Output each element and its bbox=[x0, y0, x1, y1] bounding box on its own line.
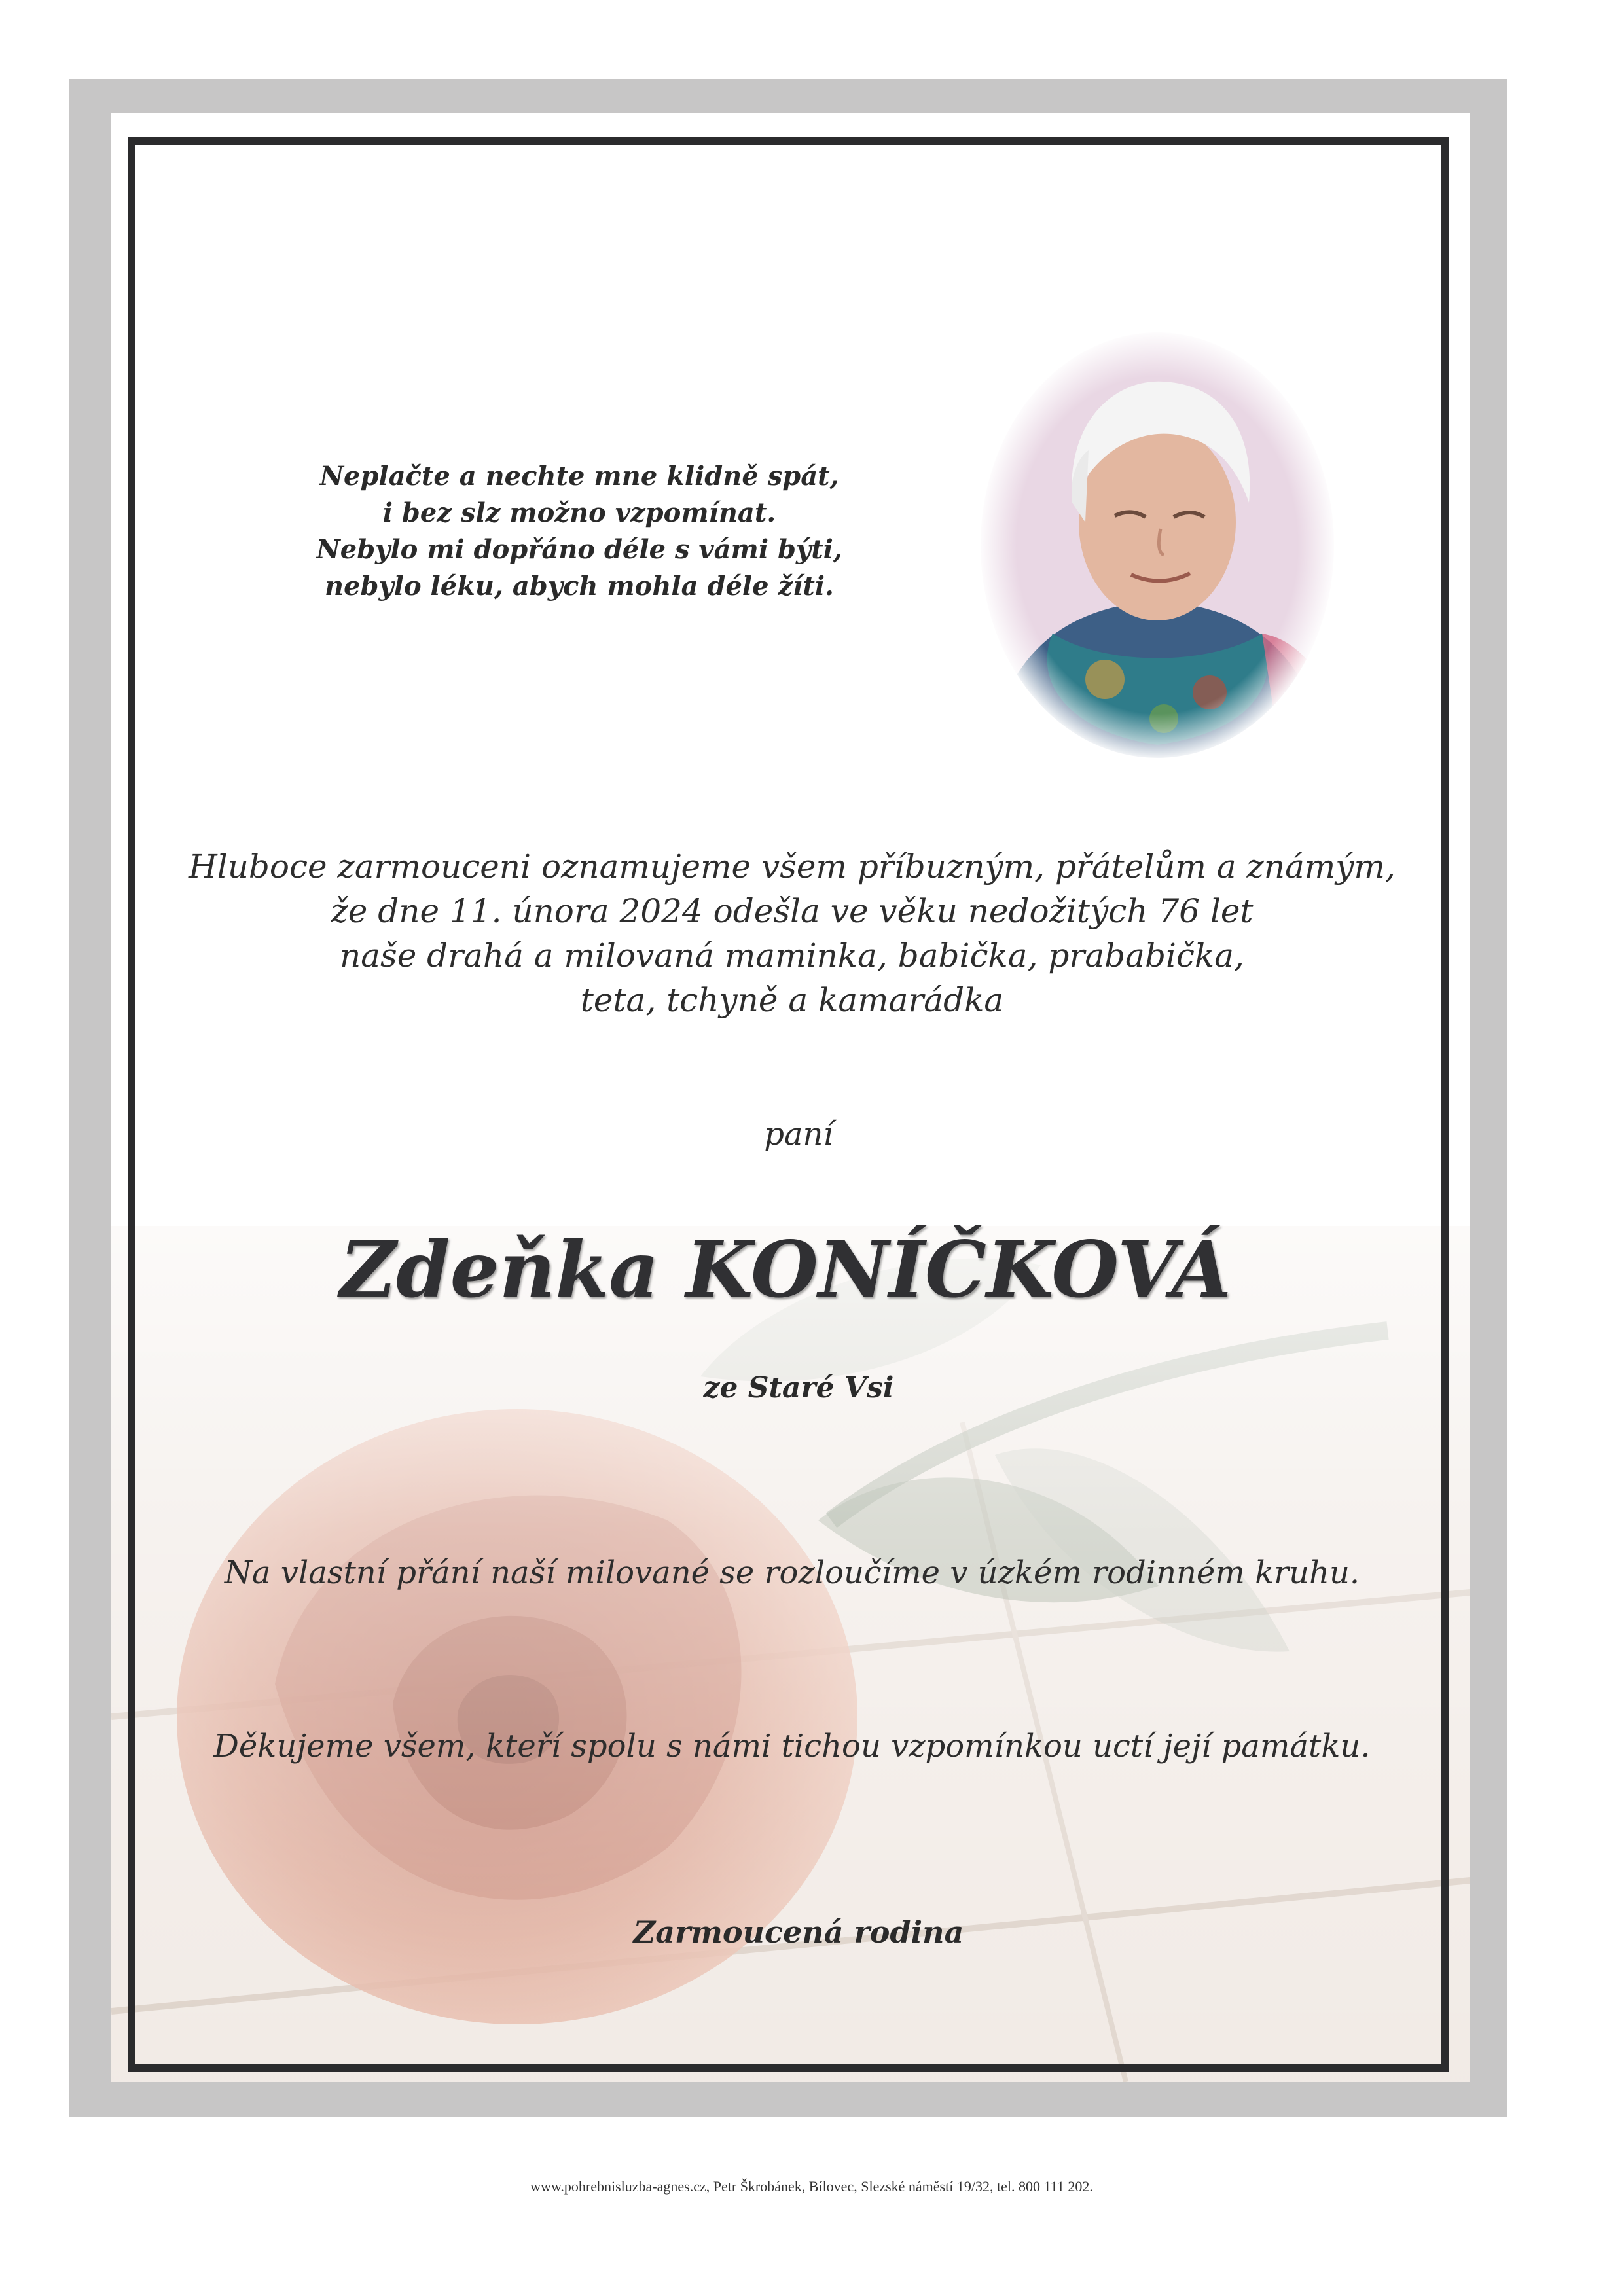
announcement-line: že dne 11. února 2024 odešla ve věku nedožitých 76 let bbox=[331, 892, 1254, 930]
deceased-portrait-photo bbox=[974, 326, 1341, 764]
family-signature: Zarmoucená rodina bbox=[633, 1914, 964, 1950]
deceased-name: Zdeňka KONÍČKOVÁ bbox=[339, 1224, 1231, 1315]
verse-line: Nebylo mi dopřáno déle s vámi býti, bbox=[316, 534, 842, 565]
memorial-verse bbox=[275, 458, 884, 605]
thanks-note: Děkujeme všem, kteří spolu s námi tichou vzpomínkou uctí její památku. bbox=[213, 1728, 1371, 1765]
announcement-line: naše drahá a milovaná maminka, babička, prababička, bbox=[340, 937, 1244, 975]
verse-line: nebylo léku, abych mohla déle žíti. bbox=[325, 571, 834, 601]
ceremony-note: Na vlastní přání naší milované se rozloučíme v úzkém rodinném kruhu. bbox=[224, 1554, 1360, 1591]
funeral-service-footer: www.pohrebnisluzba-agnes.cz, Petr Škrobánek, Bílovec, Slezské náměstí 19/32, tel. 800 111 202. bbox=[530, 2178, 1093, 2195]
honorific-title: paní bbox=[764, 1116, 833, 1153]
announcement-line: Hluboce zarmouceni oznamujeme všem příbuzným, přátelům a známým, bbox=[189, 848, 1396, 886]
death-announcement bbox=[151, 844, 1434, 1022]
deceased-origin: ze Staré Vsi bbox=[703, 1371, 894, 1405]
verse-line: i bez slz možno vzpomínat. bbox=[382, 497, 776, 528]
announcement-line: teta, tchyně a kamarádka bbox=[580, 981, 1004, 1019]
verse-line: Neplačte a nechte mne klidně spát, bbox=[319, 461, 839, 492]
